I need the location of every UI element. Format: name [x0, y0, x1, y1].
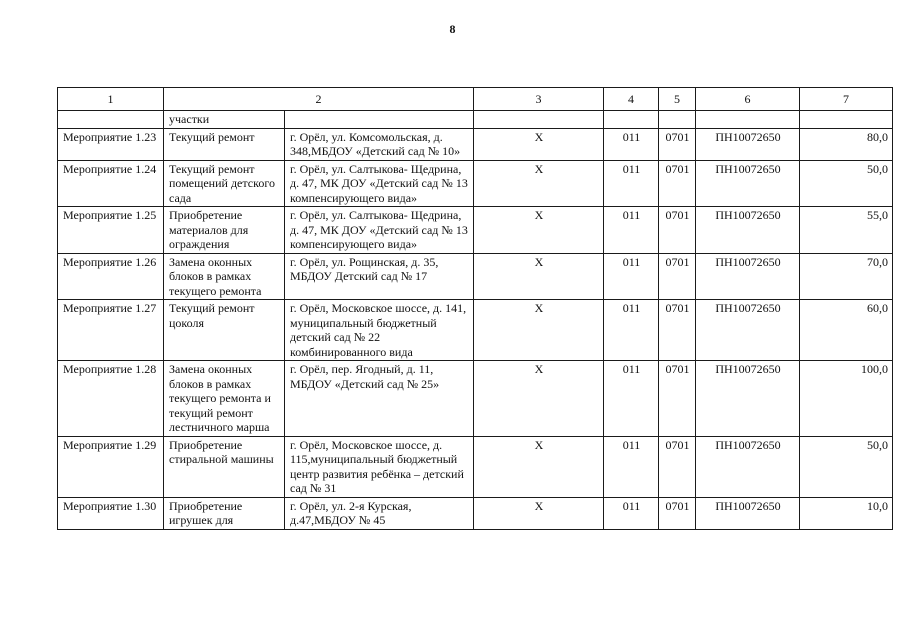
header-cell-2: 2 [164, 88, 474, 111]
cell-col6: ПН10072650 [696, 361, 800, 437]
header-cell-5: 5 [659, 88, 696, 111]
cell-col6: ПН10072650 [696, 207, 800, 254]
cell-description: Текущий ремонт цоколя [164, 300, 285, 361]
cell-col3: Х [474, 436, 604, 497]
table-row [58, 160, 893, 207]
cell-address [285, 111, 474, 129]
cell-col5: 0701 [659, 160, 696, 207]
cell-activity: Мероприятие 1.30 [58, 497, 164, 529]
cell-col5: 0701 [659, 253, 696, 300]
table-row [58, 253, 893, 300]
cell-activity: Мероприятие 1.24 [58, 160, 164, 207]
cell-description: Текущий ремонт помещений детского сада [164, 160, 285, 207]
cell-col5 [659, 111, 696, 129]
cell-description: Текущий ремонт [164, 128, 285, 160]
cell-col5: 0701 [659, 300, 696, 361]
budget-table [57, 87, 893, 530]
table-row [58, 300, 893, 361]
cell-activity [58, 111, 164, 129]
cell-col4: 011 [604, 128, 659, 160]
cell-activity: Мероприятие 1.28 [58, 361, 164, 437]
cell-col4: 011 [604, 361, 659, 437]
cell-activity: Мероприятие 1.26 [58, 253, 164, 300]
header-cell-6: 6 [696, 88, 800, 111]
cell-col4: 011 [604, 253, 659, 300]
cell-col3: Х [474, 497, 604, 529]
cell-description: Замена оконных блоков в рамках текущего ремонта и текущий ремонт лестничного марша [164, 361, 285, 437]
cell-col7 [800, 111, 893, 129]
cell-col3: Х [474, 300, 604, 361]
cell-col6 [696, 111, 800, 129]
cell-col4: 011 [604, 497, 659, 529]
cell-activity: Мероприятие 1.27 [58, 300, 164, 361]
cell-col7: 80,0 [800, 128, 893, 160]
cell-col7: 50,0 [800, 436, 893, 497]
cell-description: Приобретение материалов для ограждения [164, 207, 285, 254]
cell-address: г. Орёл, ул. 2-я Курская, д.47,МБДОУ № 45 [285, 497, 474, 529]
cell-activity: Мероприятие 1.23 [58, 128, 164, 160]
cell-col5: 0701 [659, 497, 696, 529]
table-row [58, 207, 893, 254]
cell-col3: Х [474, 160, 604, 207]
header-row [58, 88, 893, 111]
cell-activity: Мероприятие 1.25 [58, 207, 164, 254]
cell-address: г. Орёл, Московское шоссе, д. 141, муниципальный бюджетный детский сад № 22 комбинированного вида [285, 300, 474, 361]
cell-address: г. Орёл, Московское шоссе, д. 115,муниципальный бюджетный центр развития ребёнка – детский сад № 31 [285, 436, 474, 497]
cell-col7: 100,0 [800, 361, 893, 437]
cell-col6: ПН10072650 [696, 497, 800, 529]
table-row [58, 128, 893, 160]
cell-col3: Х [474, 128, 604, 160]
cell-address: г. Орёл, пер. Ягодный, д. 11, МБДОУ «Детский сад № 25» [285, 361, 474, 437]
table-row [58, 436, 893, 497]
cell-col6: ПН10072650 [696, 300, 800, 361]
cell-col3: Х [474, 253, 604, 300]
cell-description: Приобретение игрушек для [164, 497, 285, 529]
cell-col7: 50,0 [800, 160, 893, 207]
header-cell-7: 7 [800, 88, 893, 111]
cell-col4: 011 [604, 436, 659, 497]
cell-col6: ПН10072650 [696, 160, 800, 207]
cell-col4 [604, 111, 659, 129]
cell-col7: 60,0 [800, 300, 893, 361]
page-number: 8 [449, 22, 456, 36]
cell-col7: 70,0 [800, 253, 893, 300]
cell-col5: 0701 [659, 361, 696, 437]
cell-col5: 0701 [659, 207, 696, 254]
cell-col3 [474, 111, 604, 129]
cell-address: г. Орёл, ул. Рощинская, д. 35, МБДОУ Детский сад № 17 [285, 253, 474, 300]
cell-activity: Мероприятие 1.29 [58, 436, 164, 497]
cell-description: Приобретение стиральной машины [164, 436, 285, 497]
cell-col5: 0701 [659, 436, 696, 497]
cell-col4: 011 [604, 207, 659, 254]
cell-col4: 011 [604, 300, 659, 361]
cell-col5: 0701 [659, 128, 696, 160]
cell-col4: 011 [604, 160, 659, 207]
cell-address: г. Орёл, ул. Салтыкова- Щедрина, д. 47, МК ДОУ «Детский сад № 13 компенсирующего вида» [285, 160, 474, 207]
cell-address: г. Орёл, ул. Салтыкова- Щедрина, д. 47, МК ДОУ «Детский сад № 13 компенсирующего вида» [285, 207, 474, 254]
table-row [58, 497, 893, 529]
cell-col3: Х [474, 361, 604, 437]
cell-address: г. Орёл, ул. Комсомольская, д. 348,МБДОУ «Детский сад № 10» [285, 128, 474, 160]
cell-description: Замена оконных блоков в рамках текущего ремонта [164, 253, 285, 300]
cell-col6: ПН10072650 [696, 436, 800, 497]
cell-col7: 10,0 [800, 497, 893, 529]
continuation-row [58, 111, 893, 129]
cell-col6: ПН10072650 [696, 253, 800, 300]
header-cell-4: 4 [604, 88, 659, 111]
cell-col7: 55,0 [800, 207, 893, 254]
table-row [58, 361, 893, 437]
cell-col3: Х [474, 207, 604, 254]
cell-description: участки [164, 111, 285, 129]
cell-col6: ПН10072650 [696, 128, 800, 160]
header-cell-3: 3 [474, 88, 604, 111]
header-cell-1: 1 [58, 88, 164, 111]
